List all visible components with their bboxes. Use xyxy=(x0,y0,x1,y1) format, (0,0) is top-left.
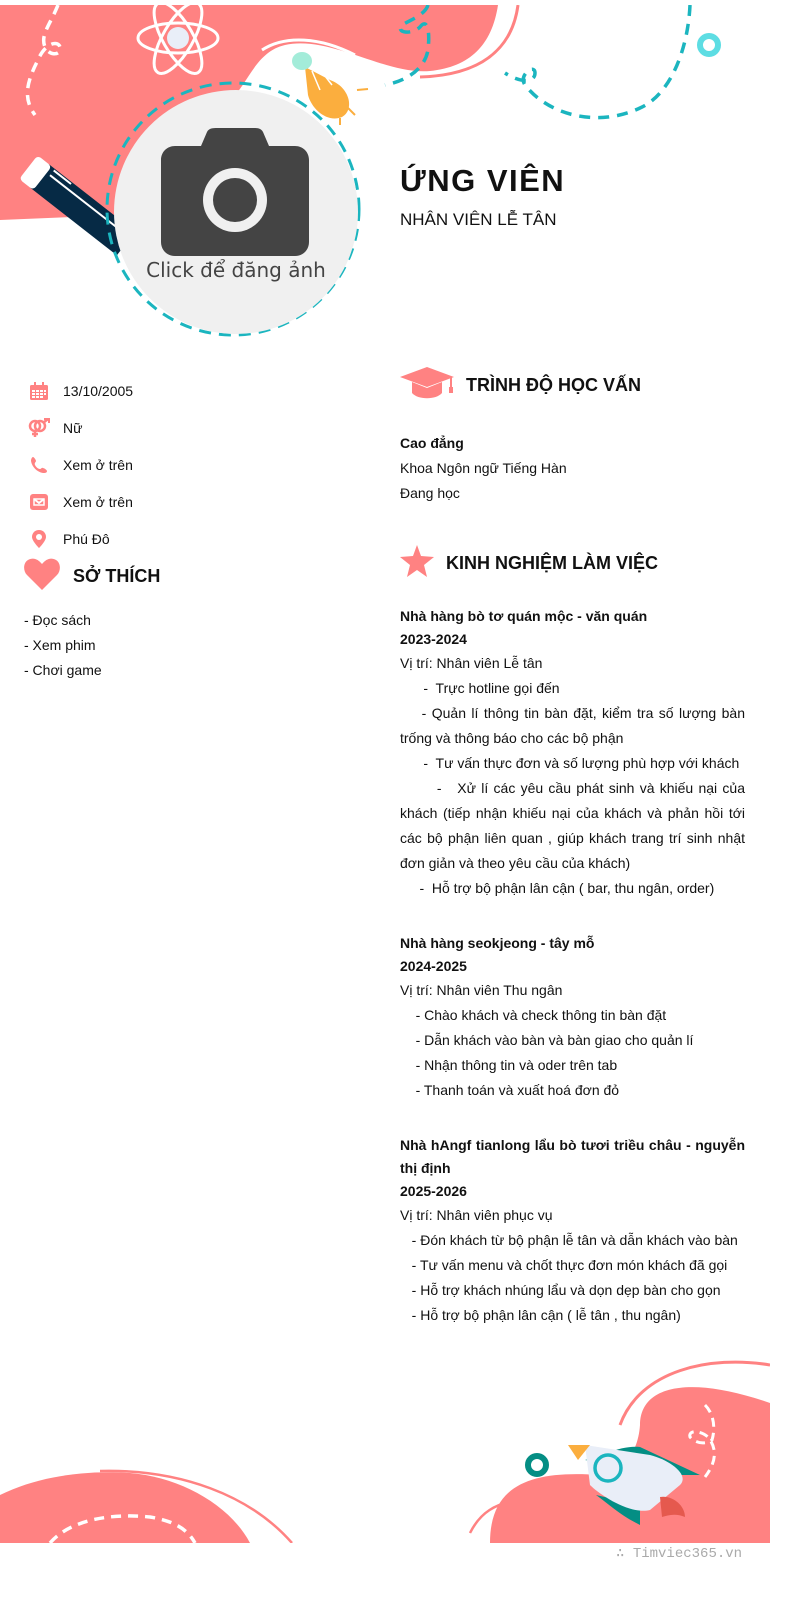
job-duty: - Xử lí các yêu cầu phát sinh và khiếu nại của khách (tiếp nhận khiếu nại của khách và phản hồi tới các bộ phận liên quan , giúp khách trang trí sinh nhật đơn giản và theo yêu cầu của khách) xyxy=(400,780,749,871)
contact-info xyxy=(28,372,133,557)
job-company: Nhà hAngf tianlong lẩu bò tươi triều châu - nguyễn thị định xyxy=(400,1137,745,1176)
birthday-value: 13/10/2005 xyxy=(63,382,134,399)
education-level: Cao đẳng xyxy=(400,435,464,451)
job-duty: - Thanh toán và xuất hoá đơn đỏ xyxy=(400,1082,620,1098)
job-entry-3 xyxy=(400,1134,745,1328)
hobby-item: - Đọc sách xyxy=(24,612,91,628)
info-row-address xyxy=(28,520,133,557)
education-major: Khoa Ngôn ngữ Tiếng Hàn xyxy=(400,460,567,476)
hobby-item: - Chơi game xyxy=(24,662,102,678)
watermark: ∴ Timviec365.vn xyxy=(616,1546,743,1562)
footer-decoration xyxy=(0,1345,770,1543)
graduation-cap-icon xyxy=(400,367,454,404)
job-duty: - Hỗ trợ bộ phận lân cận ( lễ tân , thu ngân) xyxy=(400,1307,681,1323)
calendar-icon xyxy=(28,380,50,402)
info-row-gender xyxy=(28,409,133,446)
candidate-name: ỨNG VIÊN xyxy=(400,163,566,198)
education-heading xyxy=(400,367,641,404)
job-duty: - Tư vấn menu và chốt thực đơn món khách đã gọi xyxy=(400,1257,728,1273)
phone-value: Xem ở trên xyxy=(63,456,133,473)
job-duty: - Đón khách từ bộ phận lễ tân và dẫn khách vào bàn xyxy=(400,1232,738,1248)
gender-icon xyxy=(28,417,50,439)
job-position: Vị trí: Nhân viên Lễ tân xyxy=(400,655,543,671)
camera-icon xyxy=(161,128,309,256)
job-entry-1 xyxy=(400,605,749,901)
job-period: 2024-2025 xyxy=(400,958,467,974)
cv-page xyxy=(0,5,770,1543)
hobby-item: - Xem phim xyxy=(24,637,96,653)
star-icon xyxy=(400,545,434,582)
job-entry-2 xyxy=(400,932,745,1103)
job-company: Nhà hàng bò tơ quán mộc - văn quán xyxy=(400,608,648,624)
job-position: Vị trí: Nhân viên phục vụ xyxy=(400,1207,553,1223)
job-duty: - Dẫn khách vào bàn và bàn giao cho quản lí xyxy=(400,1032,694,1048)
address-value: Phú Đô xyxy=(63,530,110,547)
info-row-email xyxy=(28,483,133,520)
job-duty: - Trực hotline gọi đến xyxy=(400,680,560,696)
hobbies-list xyxy=(24,608,102,683)
job-duty: - Hỗ trợ bộ phận lân cận ( bar, thu ngân, order) xyxy=(400,880,715,896)
job-duty: - Hỗ trợ khách nhúng lẩu và dọn dẹp bàn cho gọn xyxy=(400,1282,721,1298)
gender-value: Nữ xyxy=(63,419,83,436)
email-value: Xem ở trên xyxy=(63,493,133,510)
avatar-upload-label: Click để đăng ảnh xyxy=(146,258,326,282)
job-period: 2025-2026 xyxy=(400,1183,467,1199)
info-row-birthday xyxy=(28,372,133,409)
job-position: Vị trí: Nhân viên Thu ngân xyxy=(400,982,563,998)
info-row-phone xyxy=(28,446,133,483)
job-duty: - Tư vấn thực đơn và số lượng phù hợp với khách xyxy=(400,755,740,771)
hobbies-heading xyxy=(24,558,160,595)
job-duty: - Nhận thông tin và oder trên tab xyxy=(400,1057,618,1073)
hobbies-title: SỞ THÍCH xyxy=(73,566,161,586)
heart-icon xyxy=(24,558,60,595)
education-block xyxy=(400,431,745,506)
job-period: 2023-2024 xyxy=(400,631,467,647)
phone-icon xyxy=(28,454,50,476)
job-duty: - Quản lí thông tin bàn đặt, kiểm tra số lượng bàn trống và thông báo cho các bộ phận xyxy=(400,705,749,746)
job-title: NHÂN VIÊN LỄ TÂN xyxy=(400,210,557,229)
avatar-upload[interactable] xyxy=(114,90,358,334)
education-title: TRÌNH ĐỘ HỌC VẤN xyxy=(466,375,641,395)
email-icon xyxy=(28,491,50,513)
job-company: Nhà hàng seokjeong - tây mỗ xyxy=(400,935,595,951)
location-icon xyxy=(28,528,50,550)
job-duty: - Chào khách và check thông tin bàn đặt xyxy=(400,1007,667,1023)
experience-title: KINH NGHIỆM LÀM VIỆC xyxy=(446,553,659,573)
experience-heading xyxy=(400,545,658,582)
education-status: Đang học xyxy=(400,485,460,501)
